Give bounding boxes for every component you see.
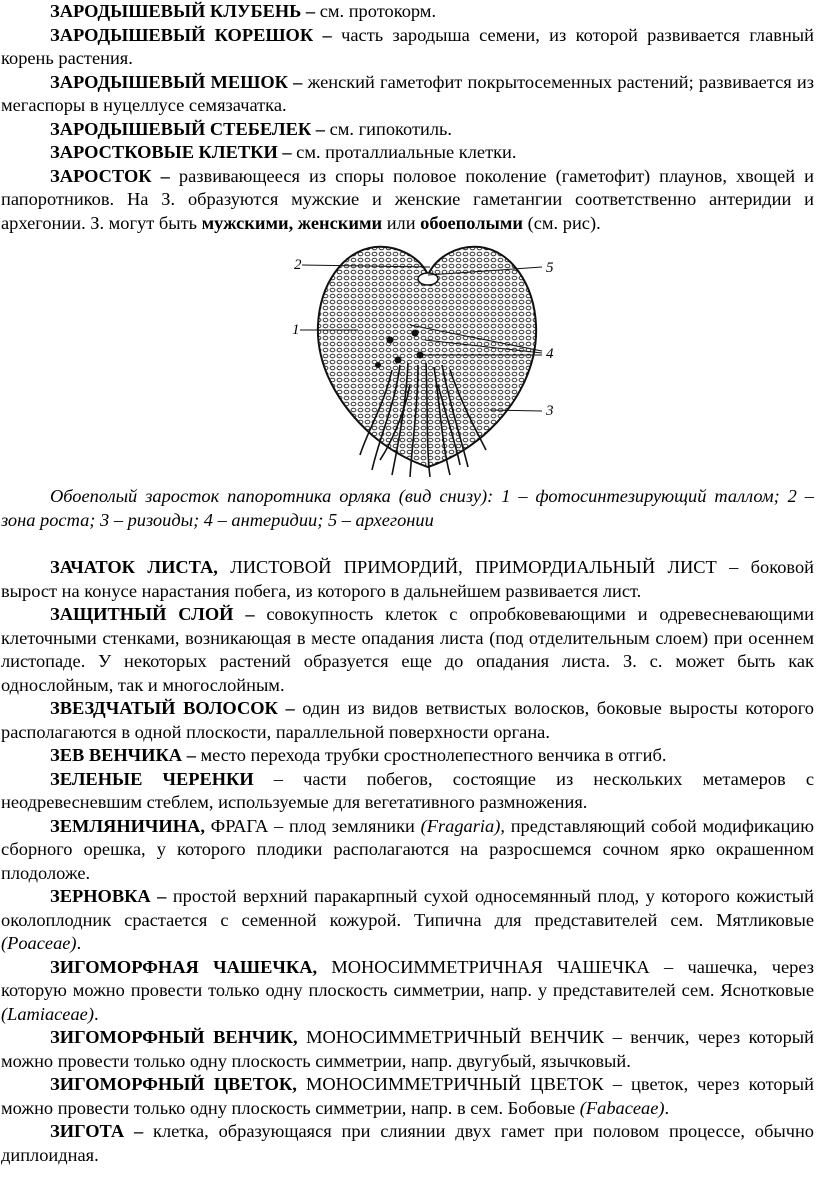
entry-zarostok (0, 165, 816, 236)
latin-name: (Poaceae) (1, 933, 77, 953)
entry-term: ЗВЕЗДЧАТЫЙ ВОЛОСОК – (50, 698, 295, 718)
prothallus-illustration (280, 245, 580, 477)
entry-text: клетка, образующаяся при слиянии двух гамет при половом процессе, обычно диплоидная. (1, 1121, 815, 1165)
entry-zigomorfnaya-chashechka (0, 956, 816, 1027)
entry-synonyms: ЛИСТОВОЙ ПРИМОРДИЙ, ПРИМОРДИАЛЬНЫЙ ЛИСТ (217, 557, 717, 577)
entry-text: см. гипокотиль. (325, 118, 453, 139)
entry-text: см. протокорм. (315, 1, 437, 21)
entry-zigota (0, 1120, 816, 1167)
entry-zvezdchatyi-volosok (0, 697, 816, 744)
entry-term: ЗИГОМОРФНЫЙ ВЕНЧИК, (50, 1027, 298, 1047)
entry-term: ЗАРОСТОК – (50, 165, 170, 186)
entry-term: ЗИГОТА – (50, 1121, 144, 1141)
entry-text: МОНОСИММЕТРИЧНЫЙ ЦВЕТОК – цветок, через который можно провести только одну плоскость симметрии, напр. в сем. Бобовые (1, 1074, 815, 1118)
entry-zarodyshevyi-meshok (0, 71, 816, 118)
entry-zev-venchika (0, 744, 816, 768)
entry-text: . (664, 1097, 670, 1118)
entry-term: ЗИГОМОРФНАЯ ЧАШЕЧКА, (50, 956, 318, 977)
section-gap (0, 532, 816, 556)
antheridium (375, 362, 381, 368)
entry-text: женский гаметофит покрытосеменных растений; развивается из мегаспоры в нуцеллусе семязачатка. (1, 71, 815, 115)
latin-name: (Lamiaceae) (1, 1003, 94, 1024)
entry-term: ЗАРОСТКОВЫЕ КЛЕТКИ – (50, 142, 292, 162)
entry-zigomorfnyi-venchik (0, 1026, 816, 1073)
figure-label-3: 3 (546, 403, 554, 419)
entry-term: ЗЕМЛЯНИЧИНА, (50, 815, 205, 836)
entry-term: ЗИГОМОРФНЫЙ ЦВЕТОК, (50, 1074, 297, 1094)
entry-term: ЗЕВ ВЕНЧИКА – (50, 745, 196, 765)
entry-zarodyshevyi-koreshok (0, 24, 816, 71)
entry-term: ЗАРОДЫШЕВЫЙ КОРЕШОК – (50, 24, 332, 45)
entry-text: один из видов ветвистых волосков, боковые выросты которого располагаются в одной плоскости, параллельной поверхности органа. (1, 698, 814, 742)
entry-text: простой верхний паракарпный сухой односемянный плод, у которого кожистый околоплодник срастается с семенной кожурой. Типична для представителей сем. Мятликовые (1, 886, 814, 930)
entry-text: – части побегов, состоящие из нескольких метамеров с неодревесневшим стеблем, используемые для вегетативного размножения. (1, 768, 814, 812)
figure-caption: Обоеполый заросток папоротника орляка (вид снизу): 1 – фотосинтезирующий таллом; 2 – зона роста; 3 – ризоиды; 4 – антеридии; 5 – архегонии (1, 486, 814, 530)
entry-text: представляющий собой модификацию сборного орешка, у которого плодики располагаются на разросшемся сочном ярко окрашенном плодоложе. (1, 815, 815, 883)
prothallus-figure (0, 245, 816, 477)
entry-zashchitnyi-sloi (0, 603, 816, 697)
entry-term: ЗАЧАТОК ЛИСТА, (50, 557, 218, 577)
entry-zigomorfnyi-tsvetok (0, 1073, 816, 1120)
entry-text: МОНОСИММЕТРИЧНАЯ ЧАШЕЧКА – чашечка, через которую можно провести только одну плоскость симметрии, напр. у представителей сем. Яснотковые (1, 956, 814, 1000)
entry-text: . (76, 933, 82, 953)
entry-text: ФРАГА – плод земляники (204, 815, 421, 836)
entry-text: часть зародыша семени, из которой развивается главный корень растения. (1, 24, 814, 68)
bold-types: мужскими, женскими (201, 212, 383, 233)
entry-text: МОНОСИММЕТРИЧНЫЙ ВЕНЧИК – венчик, через который можно провести только одну плоскость симметрии, напр. двугубый, язычковый. (1, 1027, 814, 1071)
latin-name: (Fragaria), (420, 815, 505, 836)
bold-bisexual: обоеполыми (420, 212, 524, 233)
entry-term: ЗЕЛЕНЫЕ ЧЕРЕНКИ (50, 768, 254, 789)
entry-text: развивающееся из споры половое поколение (гаметофит) плаунов, хвощей и папоротников. На З. образуются мужские и женские гаметангии соответственно антеридии и архегонии. З. могут быть (1, 165, 814, 233)
figure-label-4: 4 (546, 346, 554, 362)
entry-term: ЗАРОДЫШЕВЫЙ СТЕБЕЛЕК – (50, 118, 325, 139)
entry-zachatok-lista (0, 556, 816, 603)
entry-term: ЗЕРНОВКА – (50, 886, 167, 906)
figure-label-5: 5 (546, 260, 554, 276)
entry-term: ЗАРОДЫШЕВЫЙ МЕШОК – (50, 71, 303, 92)
entry-text: . (93, 1003, 99, 1024)
entry-term: ЗАЩИТНЫЙ СЛОЙ – (50, 604, 255, 624)
entry-text: совокупность клеток с опробковевающими и одревесневающими клеточными стенками, возникающая в месте опадания листа (под отделительным слоем) при осеннем листопаде. У некоторых растений образуется еще до опадания листа. З. с. может быть как однослойным, так и многослойным. (1, 604, 814, 695)
figure-label-2: 2 (294, 257, 302, 273)
entry-zernovka (0, 885, 816, 956)
entry-text: см. проталлиальные клетки. (291, 142, 517, 162)
entry-text: место перехода трубки сростнолепестного венчика в отгиб. (195, 745, 667, 765)
entry-text: (см. рис). (523, 212, 601, 233)
entry-zarodyshevyi-kluben (0, 0, 816, 24)
antheridium (412, 330, 419, 337)
antheridium (387, 337, 394, 344)
entry-zarodyshevyi-stebelek (0, 118, 816, 142)
entry-zarostkovye-kletki (0, 141, 816, 165)
entry-text: – боковой вырост на конусе нарастания побега, из которого в дальнейшем развивается лист. (1, 557, 815, 601)
entry-zelenye-cherenki (0, 768, 816, 815)
entry-zemlyanichina (0, 815, 816, 886)
entry-text: или (382, 212, 421, 233)
entry-term: ЗАРОДЫШЕВЫЙ КЛУБЕНЬ – (50, 1, 316, 21)
antheridium (395, 357, 402, 364)
figure-label-1: 1 (292, 322, 300, 338)
latin-name: (Fabaceae) (579, 1097, 665, 1118)
